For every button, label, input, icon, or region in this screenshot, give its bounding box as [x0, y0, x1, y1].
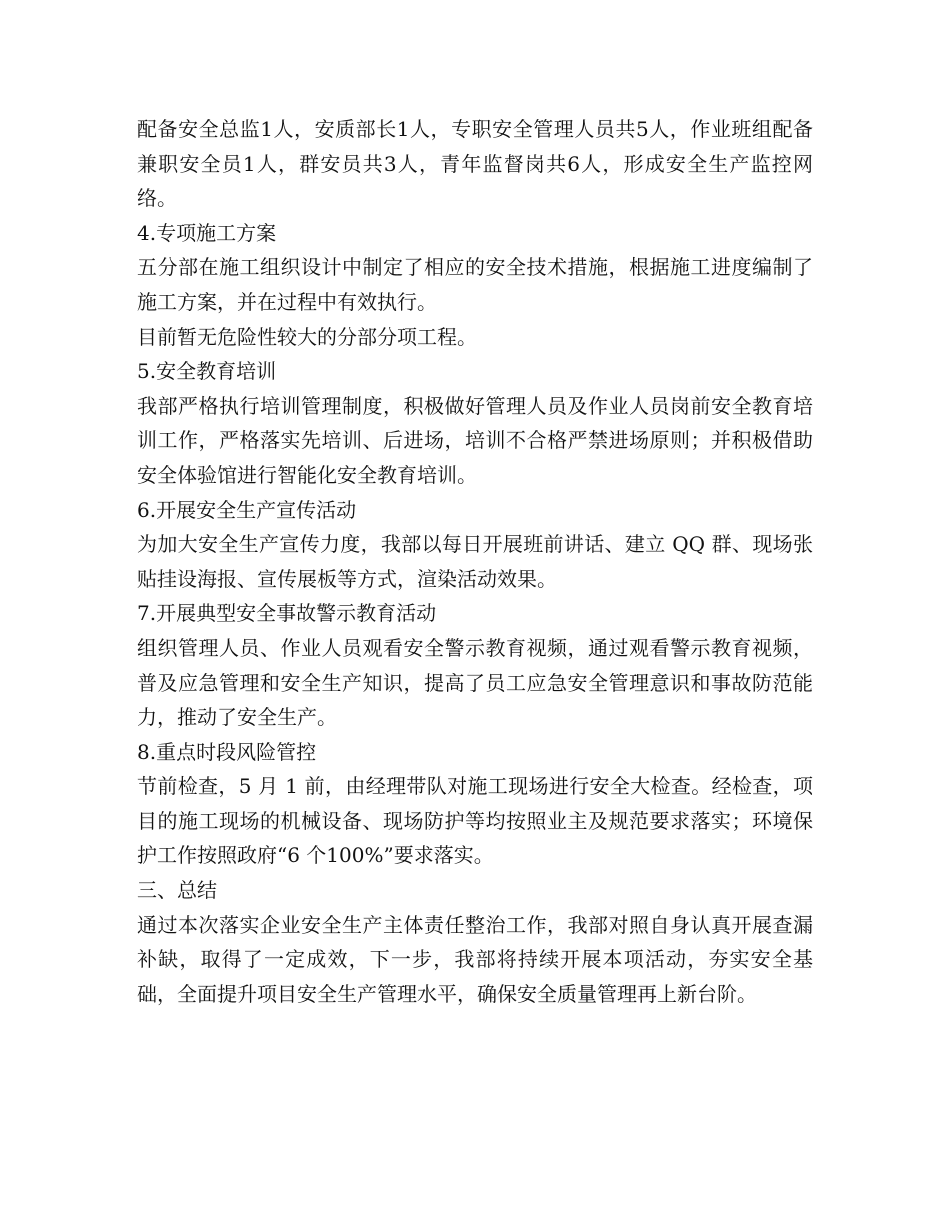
paragraph-risk-control: 节前检查，5 月 1 前，由经理带队对施工现场进行安全大检查。经检查，项目的施工现场的机械设备、现场防护等均按照业主及规范要求落实；环境保护工作按照政府“6 个100%”要求落实。 [137, 774, 813, 868]
paragraph-staffing: 配备安全总监1人，安质部长1人，专职安全管理人员共5人，作业班组配备兼职安全员1人，群安员共3人，青年监督岗共6人，形成安全生产监控网络。 [137, 117, 813, 211]
heading-safety-training: 5.安全教育培训 [137, 359, 277, 384]
heading-special-construction-plan: 4.专项施工方案 [137, 220, 277, 245]
paragraph-no-dangerous-works: 目前暂无危险性较大的分部分项工程。 [137, 324, 477, 349]
heading-accident-warning: 7.开展典型安全事故警示教育活动 [137, 601, 437, 626]
paragraph-construction-plan: 五分部在施工组织设计中制定了相应的安全技术措施，根据施工进度编制了施工方案，并在过程中有效执行。 [137, 255, 813, 314]
heading-risk-control: 8.重点时段风险管控 [137, 739, 317, 764]
paragraph-summary: 通过本次落实企业安全生产主体责任整治工作，我部对照自身认真开展查漏补缺，取得了一定成效，下一步，我部将持续开展本项活动，夯实安全基础，全面提升项目安全生产管理水平，确保安全质量管理再上新台阶。 [137, 912, 813, 1006]
paragraph-safety-training: 我部严格执行培训管理制度，积极做好管理人员及作业人员岗前安全教育培训工作，严格落实先培训、后进场，培训不合格严禁进场原则；并积极借助安全体验馆进行智能化安全教育培训。 [137, 393, 813, 487]
paragraph-safety-publicity: 为加大安全生产宣传力度，我部以每日开展班前讲话、建立 QQ 群、现场张贴挂设海报、宣传展板等方式，渲染活动效果。 [137, 532, 813, 591]
paragraph-accident-warning: 组织管理人员、作业人员观看安全警示教育视频，通过观看警示教育视频，普及应急管理和安全生产知识，提高了员工应急安全管理意识和事故防范能力，推动了安全生产。 [137, 635, 813, 730]
heading-summary: 三、总结 [137, 878, 217, 903]
document-page [137, 112, 813, 1011]
heading-safety-publicity: 6.开展安全生产宣传活动 [137, 497, 357, 522]
